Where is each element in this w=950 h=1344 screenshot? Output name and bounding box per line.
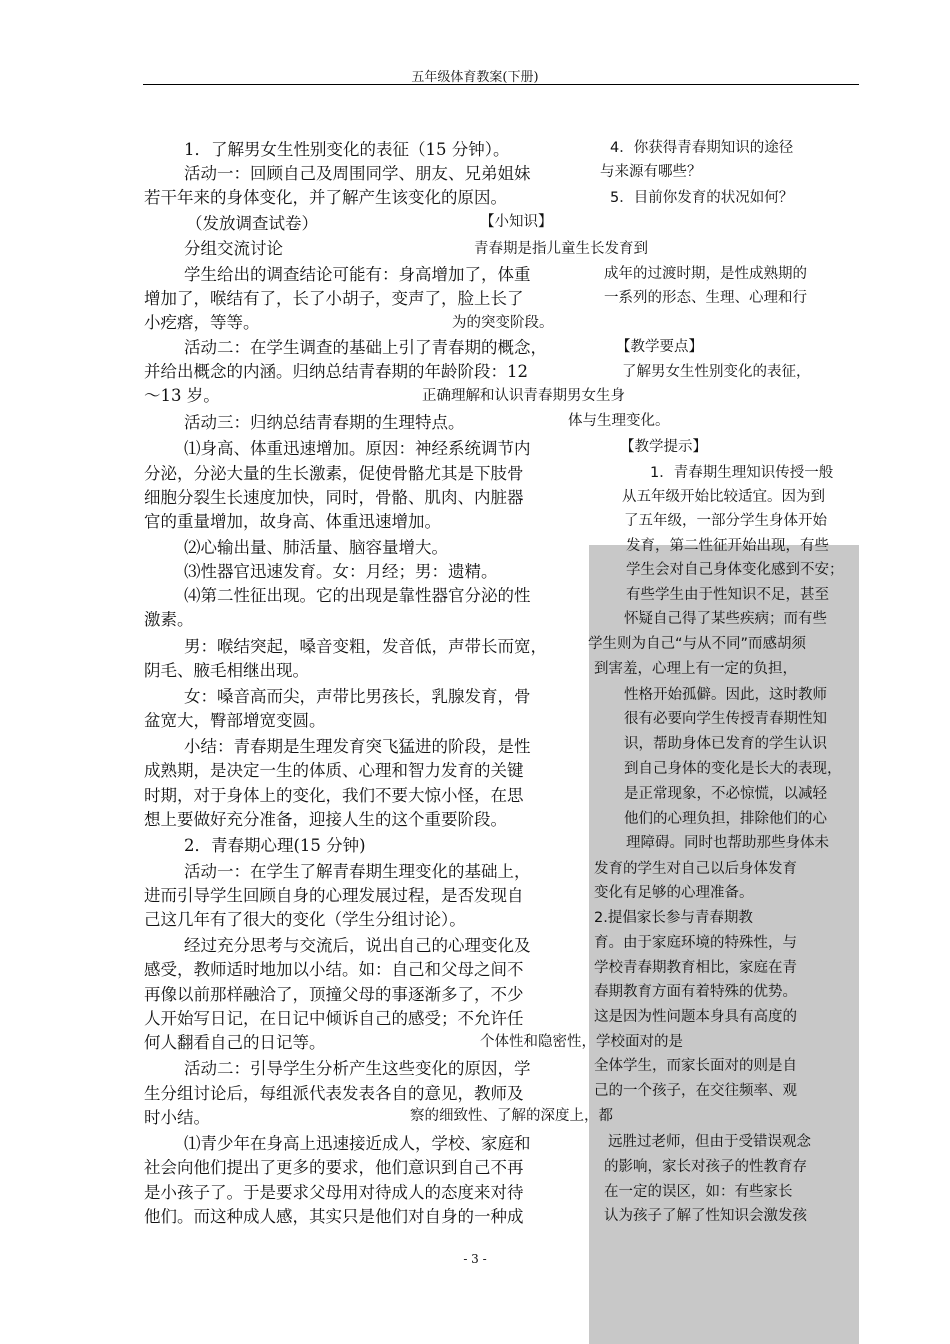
main-text-line-39: 生分组讨论后，每组派代表发表各自的意见，教师及 <box>144 1084 524 1103</box>
main-text-line-23: 女：嗓音高而尖，声带比男孩长，乳腺发育，骨 <box>184 687 531 706</box>
side-note-line-35: 春期教育方面有着特殊的优势。 <box>594 984 797 1000</box>
main-text-line-3: 若干年来的身体变化，并了解产生该变化的原因。 <box>144 188 507 207</box>
main-text-line-31: 进而引导学生回顾自身的心理发展过程，是否发现自 <box>144 886 524 905</box>
main-text-line-6: 学生给出的调查结论可能有：身高增加了，体重 <box>184 265 531 284</box>
main-text-line-44: 他们。而这种成人感，其实只是他们对自身的一种成 <box>144 1207 524 1226</box>
side-note-line-34: 学校青春期教育相比，家庭在青 <box>594 960 797 976</box>
main-text-line-2: 活动一：回顾自己及周围同学、朋友、兄弟姐妹 <box>184 164 531 183</box>
main-text-line-21: 男：喉结突起，嗓音变粗，发音低，声带长而宽， <box>184 637 547 656</box>
main-text-line-33: 经过充分思考与交流后，说出自己的心理变化及 <box>184 936 531 955</box>
side-note-line-13: 【教学提示】 <box>620 439 707 455</box>
main-text-line-42: 社会向他们提出了更多的要求，他们意识到自己不再 <box>144 1158 524 1177</box>
side-note-line-2: 与来源有哪些？ <box>600 164 702 180</box>
side-note-line-28: 他们的心理负担，排除他们的心 <box>624 811 827 827</box>
side-note-line-24: 很有必要向学生传授青春期性知 <box>624 711 827 727</box>
main-text-line-5: 分组交流讨论 <box>184 239 283 258</box>
side-note-line-41: 远胜过老师，但由于受错误观念 <box>608 1134 811 1150</box>
side-note-line-38: 全体学生，而家长面对的则是自 <box>594 1058 797 1074</box>
side-note-line-1: 4．你获得青春期知识的途径 <box>610 140 794 156</box>
side-note-line-10: 了解男女生性别变化的表征， <box>622 364 811 380</box>
main-text-line-4: （发放调查试卷） <box>186 214 318 233</box>
main-text-line-18: ⑶性器官迅速发育。女：月经；男：遗精。 <box>184 562 498 581</box>
main-text-line-38: 活动二：引导学生分析产生这些变化的原因，学 <box>184 1059 531 1078</box>
main-text-line-7: 增加了，喉结有了，长了小胡子，变声了，脸上长了 <box>144 289 524 308</box>
main-text-line-25: 小结：青春期是生理发育突飞猛进的阶段，是性 <box>184 737 531 756</box>
side-note-line-25: 识，帮助身体已发育的学生认识 <box>624 736 827 752</box>
side-note-line-37: 个体性和隐密性，学校面对的是 <box>480 1034 683 1050</box>
side-note-line-5: 青春期是指儿童生长发育到 <box>474 241 648 257</box>
main-text-line-22: 阴毛、腋毛相继出现。 <box>144 661 309 680</box>
side-note-line-19: 有些学生由于性知识不足，甚至 <box>626 587 829 603</box>
side-note-line-8: 为的突变阶段。 <box>452 315 554 331</box>
main-text-line-27: 时期，对于身体上的变化，我们不要大惊小怪，在思 <box>144 786 524 805</box>
main-text-line-1: 1．了解男女生性别变化的表征（15 分钟）。 <box>184 140 510 159</box>
main-text-line-24: 盆宽大，臀部增宽变圆。 <box>144 711 326 730</box>
main-text-line-14: 分泌，分泌大量的生长激素，促使骨骼尤其是下肢骨 <box>144 464 524 483</box>
main-text-line-13: ⑴身高、体重迅速增加。原因：神经系统调节内 <box>184 439 531 458</box>
main-text-line-17: ⑵心输出量、肺活量、脑容量增大。 <box>184 538 448 557</box>
side-note-line-30: 发育的学生对自己以后身体发育 <box>594 861 797 877</box>
main-text-line-35: 再像以前那样融洽了，顶撞父母的事逐渐多了，不少 <box>144 985 524 1004</box>
main-text-line-29: 2．青春期心理(15 分钟) <box>184 836 366 855</box>
side-note-line-33: 育。由于家庭环境的特殊性，与 <box>594 935 797 951</box>
side-note-line-26: 到自己身体的变化是长大的表现， <box>624 761 842 777</box>
main-text-line-19: ⑷第二性征出现。它的出现是靠性器官分泌的性 <box>184 586 531 605</box>
main-text-line-20: 激素。 <box>144 610 194 629</box>
side-note-line-40: 察的细致性、了解的深度上，都 <box>410 1108 613 1124</box>
main-text-line-40: 时小结。 <box>144 1108 210 1127</box>
main-text-line-15: 细胞分裂生长速度加快，同时，骨骼、肌肉、内脏器 <box>144 488 524 507</box>
page-number: - 3 - <box>463 1252 487 1266</box>
main-text-line-43: 是小孩子了。于是要求父母用对待成人的态度来对待 <box>144 1183 524 1202</box>
side-note-line-16: 了五年级，一部分学生身体开始 <box>624 513 827 529</box>
side-note-line-31: 变化有足够的心理准备。 <box>594 885 754 901</box>
side-note-line-39: 己的一个孩子，在交往频率、观 <box>594 1083 797 1099</box>
side-note-line-18: 学生会对自己身体变化感到不安； <box>626 562 844 578</box>
main-text-line-28: 想上要做好充分准备，迎接人生的这个重要阶段。 <box>144 810 507 829</box>
main-text-line-30: 活动一：在学生了解青春期生理变化的基础上， <box>184 862 531 881</box>
main-text-line-32: 己这几年有了很大的变化（学生分组讨论）。 <box>144 910 466 929</box>
page-header: 五年级体育教案(下册) <box>411 70 539 85</box>
side-note-line-20: 怀疑自己得了某些疾病；而有些 <box>624 611 827 627</box>
main-text-line-11: ～13 岁。 <box>144 386 220 405</box>
side-note-line-22: 到害羞，心理上有一定的负担， <box>594 661 797 677</box>
side-note-line-36: 这是因为性问题本身具有高度的 <box>594 1009 797 1025</box>
header-rule <box>143 84 859 85</box>
side-note-line-27: 是正常现象，不必惊慌，以减轻 <box>624 786 827 802</box>
main-text-line-37: 何人翻看自己的日记等。 <box>144 1033 326 1052</box>
side-note-line-7: 一系列的形态、生理、心理和行 <box>604 290 807 306</box>
side-note-line-4: 【小知识】 <box>480 214 553 230</box>
side-note-line-15: 从五年级开始比较适宜。因为到 <box>622 489 825 505</box>
side-note-line-17: 发育，第二性征开始出现，有些 <box>626 538 829 554</box>
side-note-line-11: 正确理解和认识青春期男女生身 <box>422 388 625 404</box>
main-text-line-16: 官的重量增加，故身高、体重迅速增加。 <box>144 512 441 531</box>
side-note-line-12: 体与生理变化。 <box>568 413 670 429</box>
main-text-line-34: 感受，教师适时地加以小结。如：自己和父母之间不 <box>144 960 524 979</box>
main-text-line-12: 活动三：归纳总结青春期的生理特点。 <box>184 413 465 432</box>
side-note-line-21: 学生则为自己“与从不同”而感胡须 <box>588 636 807 652</box>
main-text-line-10: 并给出概念的内涵。归纳总结青春期的年龄阶段：12 <box>144 362 528 381</box>
side-note-line-29: 理障碍。同时也帮助那些身体未 <box>626 835 829 851</box>
side-note-line-9: 【教学要点】 <box>616 339 703 355</box>
main-text-line-36: 人开始写日记，在日记中倾诉自己的感受；不允许任 <box>144 1009 524 1028</box>
main-text-line-41: ⑴青少年在身高上迅速接近成人，学校、家庭和 <box>184 1134 531 1153</box>
side-note-line-3: 5．目前你发育的状况如何？ <box>610 190 794 206</box>
main-text-line-9: 活动二：在学生调查的基础上引了青春期的概念， <box>184 338 547 357</box>
side-note-line-23: 性格开始孤僻。因此，这时教师 <box>624 687 827 703</box>
side-note-line-14: 1．青春期生理知识传授一般 <box>650 465 834 481</box>
side-note-line-6: 成年的过渡时期，是性成熟期的 <box>604 266 807 282</box>
main-text-line-8: 小疙瘩，等等。 <box>144 313 260 332</box>
main-text-line-26: 成熟期，是决定一生的体质、心理和智力发育的关键 <box>144 761 524 780</box>
side-note-line-43: 在一定的误区，如：有些家长 <box>604 1184 793 1200</box>
side-note-line-42: 的影响，家长对孩子的性教育存 <box>604 1159 807 1175</box>
side-note-line-44: 认为孩子了解了性知识会激发孩 <box>604 1208 807 1224</box>
side-note-line-32: 2.提倡家长参与青春期教 <box>594 910 753 926</box>
